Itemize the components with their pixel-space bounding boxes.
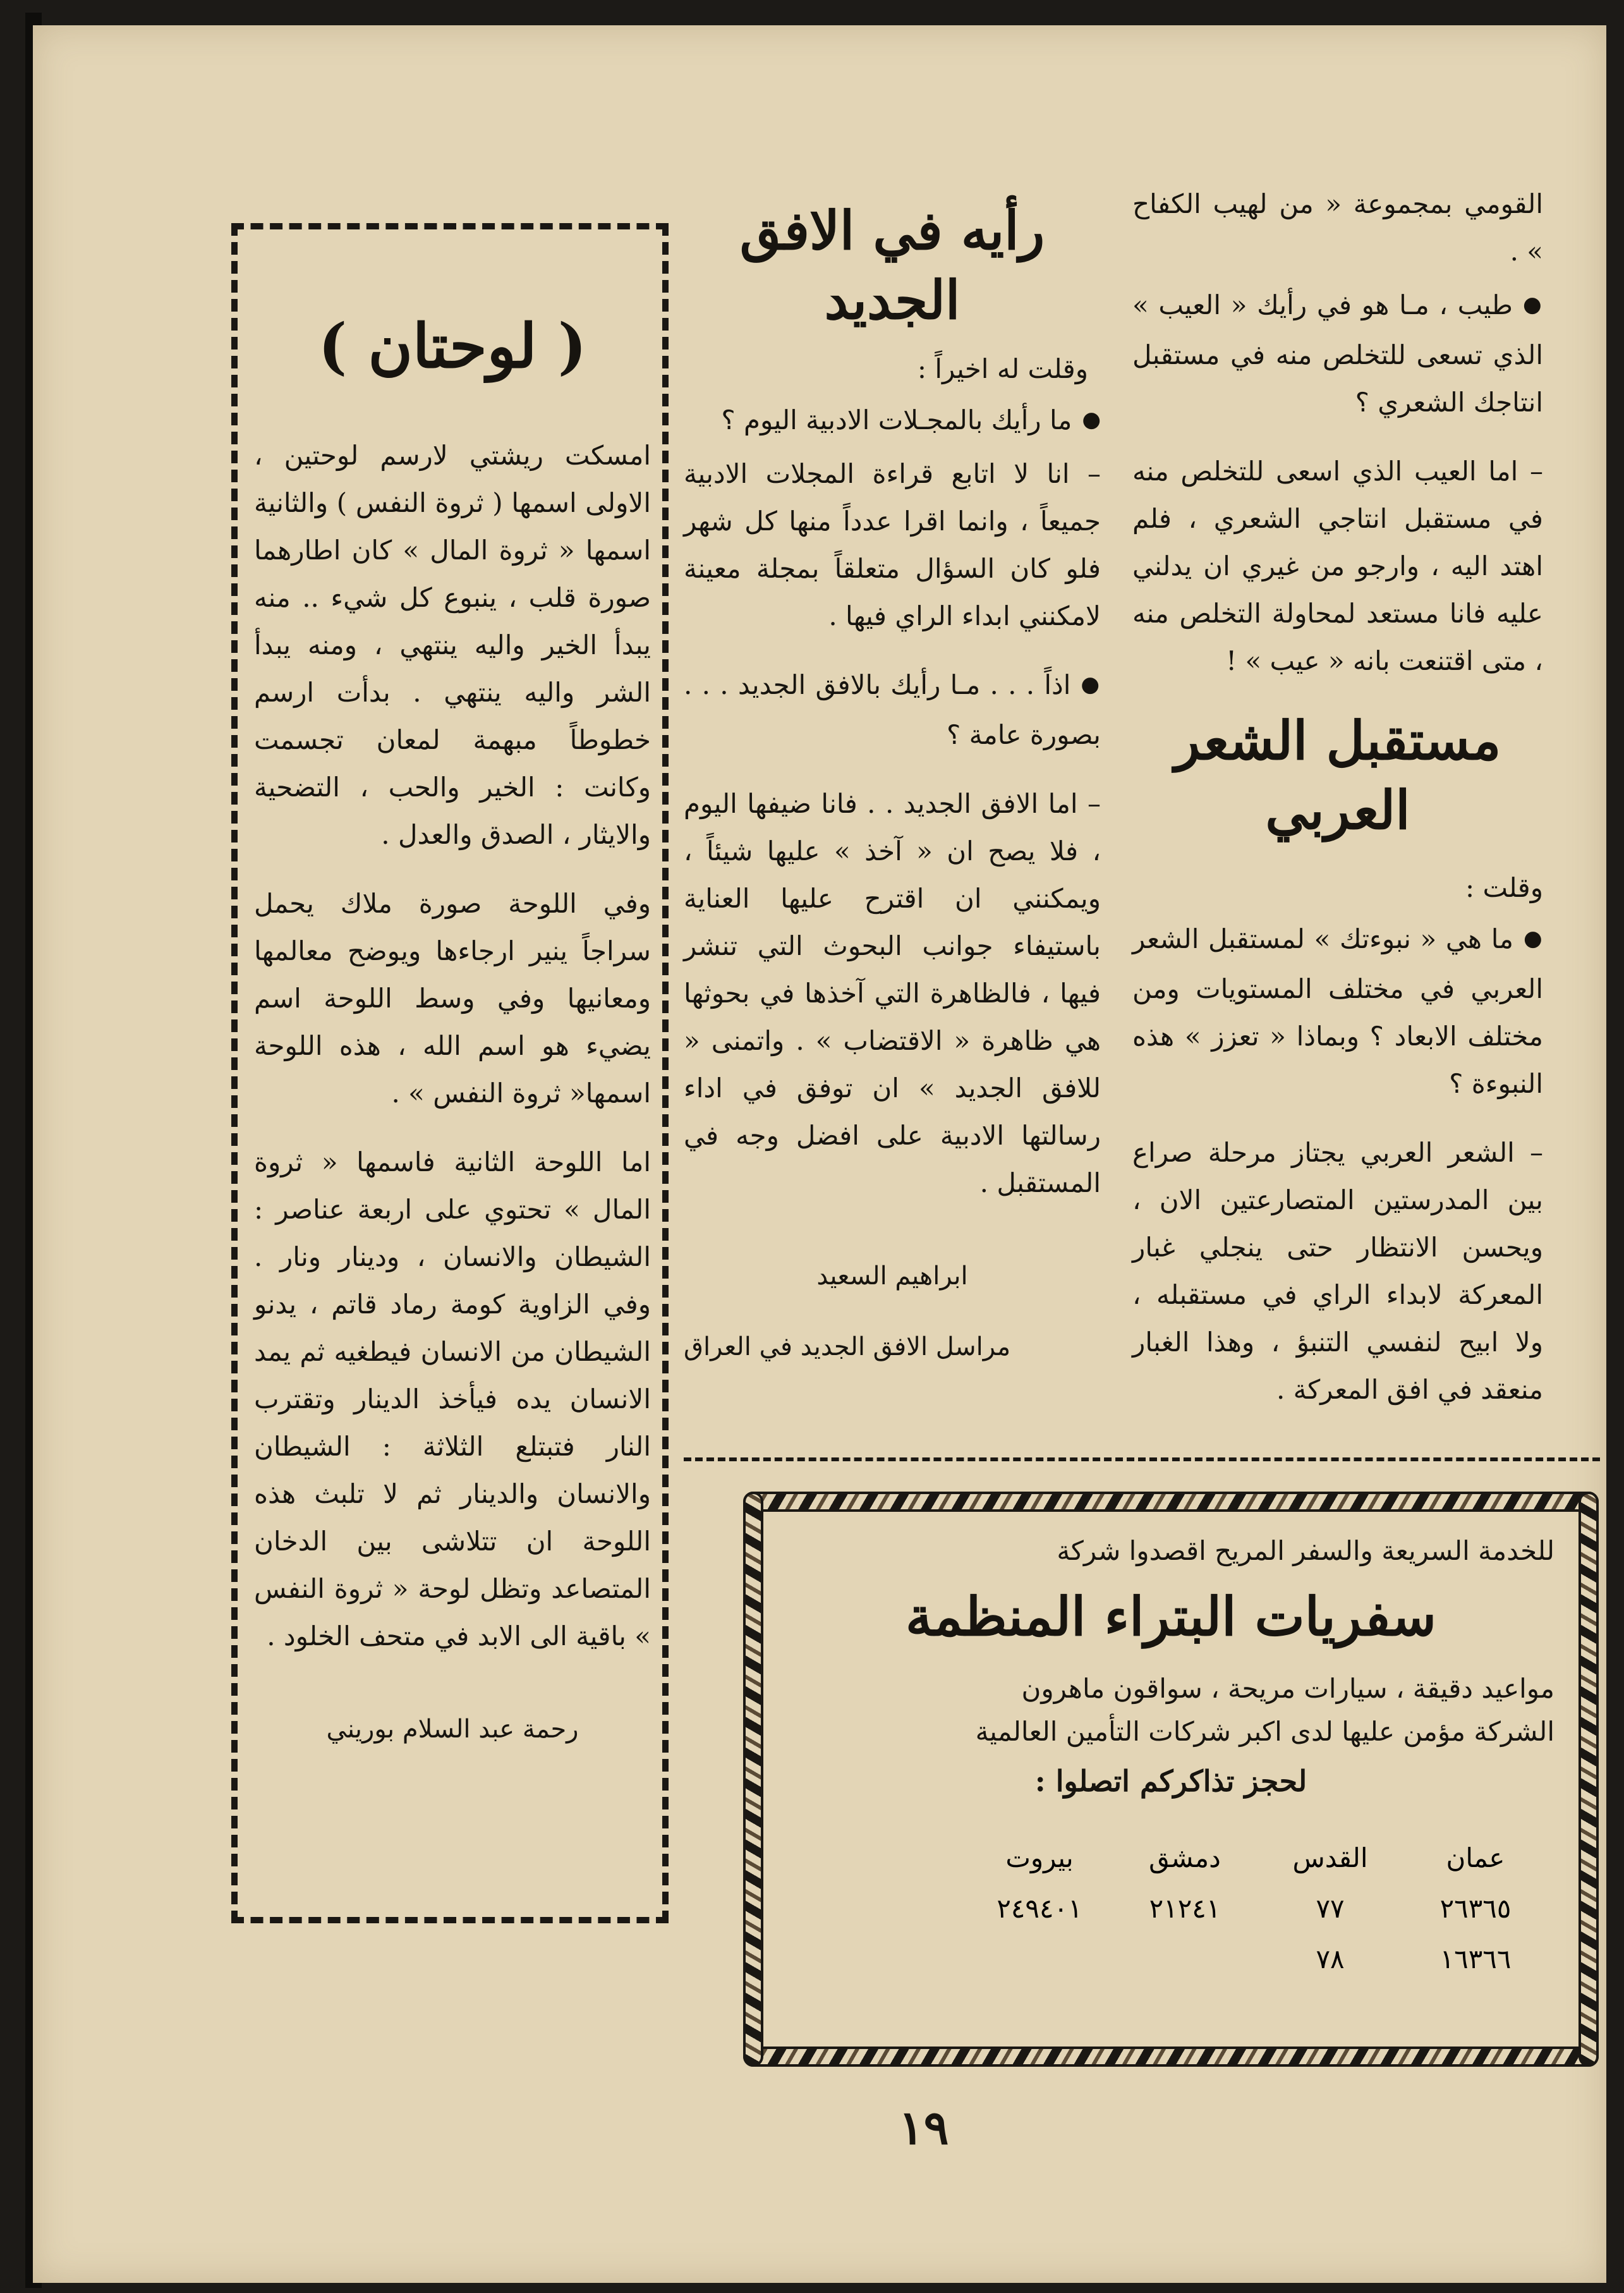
magazine-page: [33, 25, 1606, 2283]
intro-line: القومي بمجموعة « من لهيب الكفاح » .: [1132, 188, 1543, 267]
question-text: ما رأيك بالمجـلات الادبية اليوم ؟: [721, 404, 1072, 435]
rope-border-right: [1579, 1492, 1599, 2067]
ad-cities-row: [781, 1833, 1548, 1883]
city-beirut: بيروت: [1005, 1842, 1074, 1873]
paragraph-1: امسكت ريشتي لارسم لوحتين ، الاولى اسمها ( ثروة النفس ) والثانية اسمها « ثروة المال » كان اطارهما صورة قلب ، ينبوع كل شيء .. منه يبدأ الخير واليه ينتهي ، ومنه يبدأ الشر واليه ينتهي . بدأت ارسم خطوطاً مبهمة لمعان تجسمت وكانت : الخير والحب ، التضحية والايثار ، الصدق والعدل .: [254, 440, 651, 850]
ad-features: مواعيد دقيقة ، سيارات مريحة ، سواقون ماهرون: [1021, 1673, 1554, 1704]
said-line: وقلت له اخيراً :: [917, 353, 1088, 384]
ad-intro: للخدمة السريعة والسفر المريح اقصدوا شركة: [1057, 1535, 1554, 1566]
said-line: وقلت :: [1465, 872, 1543, 903]
question-ufuq: [684, 661, 1101, 758]
section-heading-ufuq: رأيه في الافق الجديد: [739, 199, 1045, 331]
column-right: [1132, 180, 1543, 1413]
paragraph-3: اما اللوحة الثانية فاسمها « ثروة المال » تحتوي على اربعة عناصر : الشيطان والانسان ، ودينار ونار . وفي الزاوية كومة رماد قاتم ، يدنو الشيطان من الانسان فيطغيه ثم يمد الانسان يده فيأخذ الدينار وتقترب النار فتبتلع الثلاثة : الشيطان والانسان والدينار ثم لا تلبث هذه اللوحة ان تتلاشى بين الدخان المتصاعد وتظل لوحة « ثروة النفس » باقية الى الابد في متحف الخلود .: [254, 1146, 651, 1651]
phone-amman-1: ٢٦٣٦٥: [1439, 1893, 1512, 1924]
city-jerusalem: القدس: [1292, 1842, 1368, 1873]
question-prophecy: [1132, 915, 1543, 1107]
rope-border-left: [743, 1492, 763, 2067]
ad-numbers-row-1: [781, 1883, 1548, 1934]
lawhatan-box: [231, 223, 669, 1923]
phone-beirut-1: ٢٤٩٤٠١: [997, 1893, 1082, 1924]
column-middle: [684, 196, 1101, 1395]
lawhatan-content: [254, 229, 651, 1777]
ad-separator: [684, 1457, 1600, 1461]
phone-jerusalem-1: ٧٧: [1316, 1893, 1345, 1924]
question-text: طيب ، مـا هو في رأيك « العيب » الذي تسعى للتخلص منه في مستقبل انتاجك الشعري ؟: [1132, 289, 1543, 418]
phone-damascus-1: ٢١٢٤١: [1149, 1893, 1221, 1924]
author-role: مراسل الافق الجديد في العراق: [684, 1332, 1011, 1361]
question-text: اذاً . . . مـا رأيك بالافق الجديد . . . بصورة عامة ؟: [684, 669, 1101, 750]
petra-travel-ad: [743, 1492, 1599, 2067]
answer-magazines: – انا لا اتابع قراءة المجلات الادبية جميعاً ، وانما اقرا عدداً منها كل شهر فلو كان السؤال متعلقاً بمجلة معينة لامكنني ابداء الراي فيها .: [684, 458, 1101, 631]
paragraph-2: وفي اللوحة صورة ملاك يحمل سراجاً ينير ارجاءها ويوضح معالمها ومعانيها وفي وسط اللوحة اسم يضيء هو اسم الله ، هذه اللوحة اسمها« ثروة النفس » .: [254, 888, 651, 1109]
answer-ufuq: – اما الافق الجديد . . فانا ضيفها اليوم ، فلا يصح ان « آخذ » عليها شيئاً ، ويمكنني ان اقترح عليها العناية باستيفاء جوانب البحوث التي تنشر فيها ، فالظاهرة التي آخذها في بحوثها هي ظاهرة « الاقتضاب » . واتمنى « للافق الجديد » ان توفق في اداء رسالتها الادبية على افضل وجه في المستقبل .: [684, 788, 1101, 1198]
phone-jerusalem-2: ٧٨: [1316, 1943, 1345, 1974]
author-name: ابراهيم السعيد: [816, 1262, 968, 1291]
ad-call-to-action: لحجز تذاكركم اتصلوا :: [1034, 1764, 1307, 1798]
ad-company-name: سفريات البتراء المنظمة: [906, 1585, 1436, 1648]
page-number: ١٩: [899, 2101, 949, 2155]
ad-body: [787, 1530, 1554, 1809]
section-heading-future: مستقبل الشعر العربي: [1174, 709, 1501, 841]
ad-numbers-row-2: [781, 1934, 1548, 1985]
ad-phone-table: [781, 1833, 1548, 1985]
phone-amman-2: ١٦٣٦٦: [1439, 1943, 1512, 1974]
answer-prophecy: – الشعر العربي يجتاز مرحلة صراع بين المدرستين المتصارعتين الان ، ويحسن الانتظار حتى ينجلي غبار المعركة لابداء الراي في مستقبله ، ولا ابيح لنفسي التنبؤ ، وهذا الغبار منعقد في افق المعركة .: [1132, 1137, 1543, 1405]
city-amman: عمان: [1446, 1842, 1505, 1873]
box-title: ( لوحتان ): [318, 310, 587, 382]
box-author: رحمة عبد السلام بوريني: [326, 1715, 579, 1744]
city-damascus: دمشق: [1149, 1842, 1221, 1873]
question-faults: [1132, 281, 1543, 426]
question-text: ما هي « نبوءتك » لمستقبل الشعر العربي في مختلف المستويات ومن مختلف الابعاد ؟ وبماذا « تعزز » هذه النبوءة ؟: [1132, 923, 1543, 1099]
rope-border-top: [743, 1492, 1599, 1512]
question-magazines: [684, 396, 1101, 446]
rope-border-bottom: [743, 2047, 1599, 2067]
ad-insurance: الشركة مؤمن عليها لدى اكبر شركات التأمين العالمية: [975, 1716, 1554, 1747]
answer-faults: – اما العيب الذي اسعى للتخلص منه في مستقبل انتاجي الشعري ، فلم اهتد اليه ، وارجو من غيري ان يدلني عليه فانا مستعد لمحاولة التخلص منه ، متى اقتنعت بانه « عيب » !: [1132, 456, 1543, 676]
